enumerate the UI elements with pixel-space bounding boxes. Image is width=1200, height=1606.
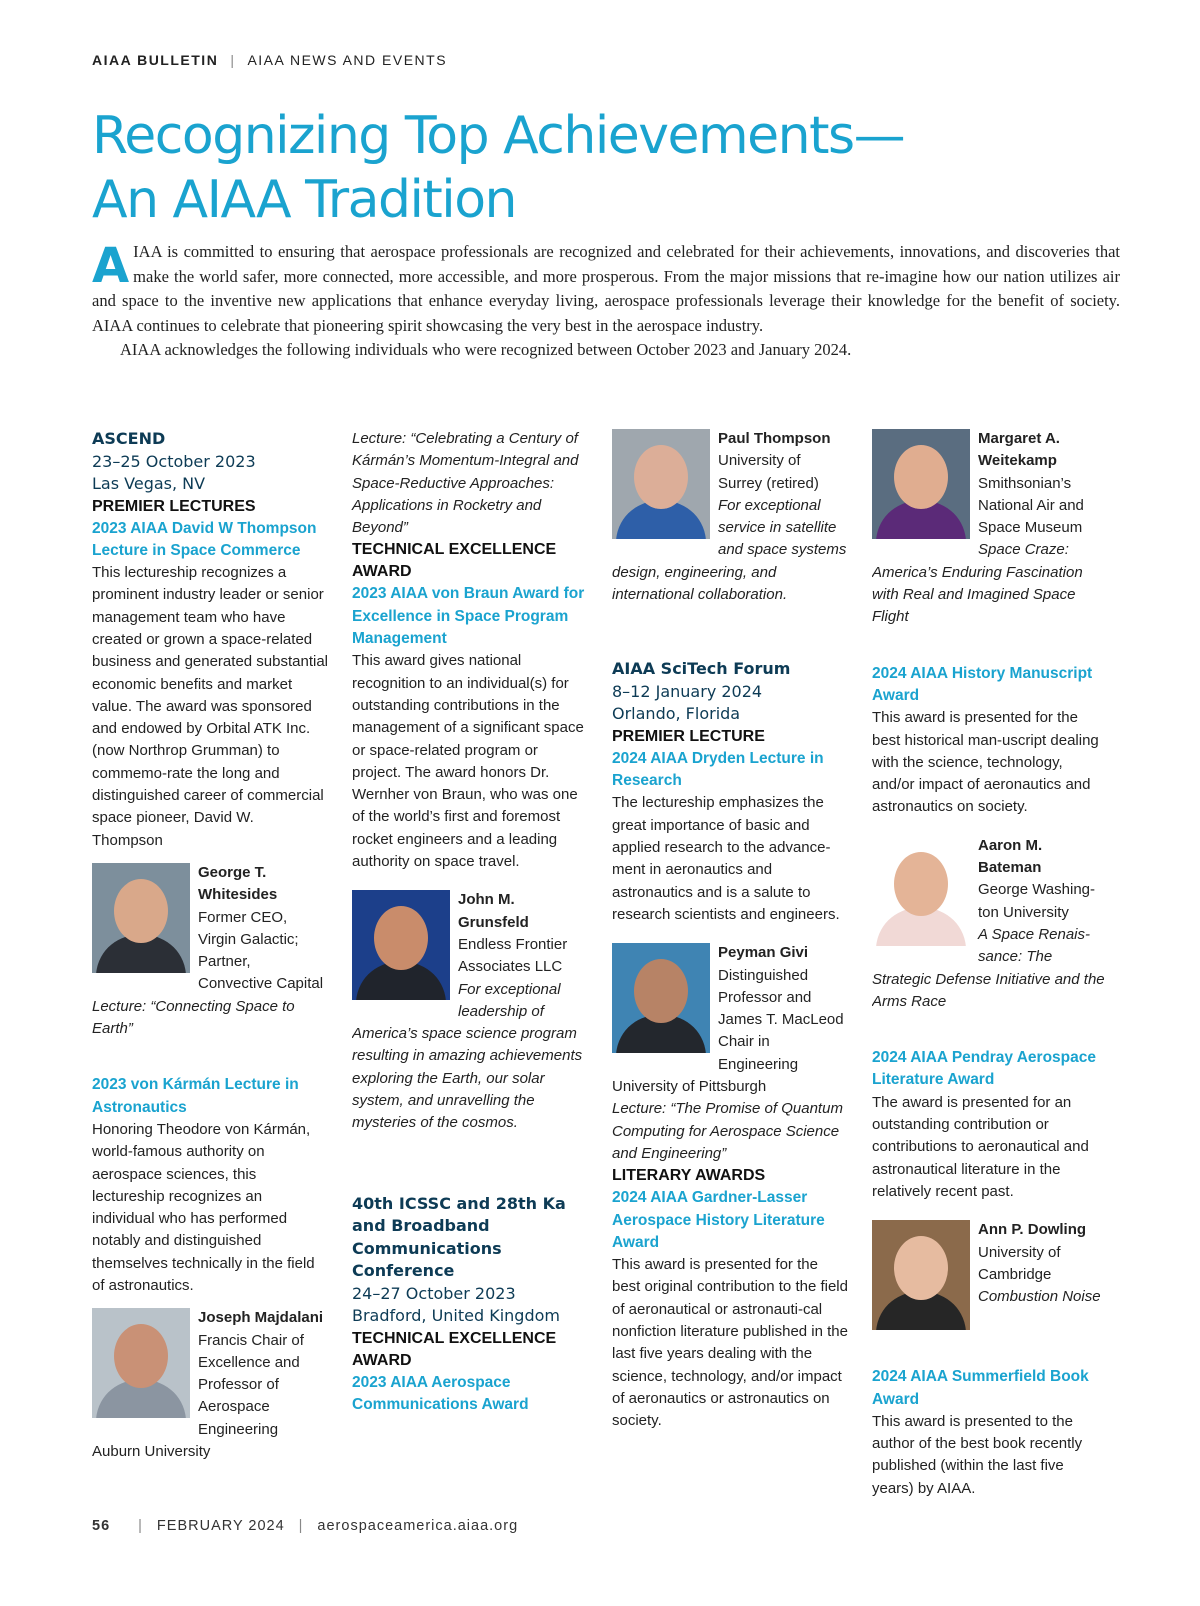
person-name: Ann P. Dowling <box>978 1221 1087 1239</box>
section-heading: TECHNICAL EXCELLENCE AWARD <box>352 541 557 581</box>
intro <box>92 240 1120 363</box>
person-affiliation: Francis Chair of Excellence and Professor of Aerospace Engineering Auburn University <box>92 1331 304 1461</box>
portrait-photo <box>352 890 450 1000</box>
person-grunsfeld <box>352 889 588 1134</box>
event-place: Las Vegas, NV <box>92 474 206 493</box>
person-citation: For exceptional service in satellite and space systems design, engineering, and international collaboration. <box>612 496 847 604</box>
person-dowling <box>872 1219 1108 1332</box>
portrait-photo <box>872 836 970 946</box>
event-name: AIAA SciTech Forum <box>612 659 791 679</box>
event-ascend <box>92 428 328 496</box>
event-dates: 8–12 January 2024 <box>612 681 763 701</box>
person-affiliation: University of Surrey (retired) <box>718 452 819 492</box>
award-title: 2023 von Kármán Lecture in Astronautics <box>92 1076 299 1116</box>
intro-paragraph-1: AIAA is committed to ensuring that aerospace professionals are recognized and celebrated for their achievements, innovations, and discoveries that make the world safer, more connected, more accessible, and more prosperous. From the major missions that re-imagine how our nation utilizes air and space to the inventive new applications that enhance everyday living, aerospace professionals leverage their knowledge for the benefit of society. AIAA continues to celebrate that pioneering spirit showcasing the very best in the aerospace industry. <box>92 238 1120 335</box>
intro-paragraph-2: AIAA acknowledges the following individuals who were recognized between October 2023 and January 2024. <box>120 340 852 359</box>
award-title: 2024 AIAA Dryden Lecture in Research <box>612 749 824 790</box>
award-description: The lectureship emphasizes the great importance of basic and applied research to the advance-ment in aeronautics and astronautics and is a salute to research scientists and engineers. <box>612 794 840 923</box>
running-header: AIAA BULLETIN | AIAA NEWS AND EVENTS <box>92 52 448 68</box>
section-heading: PREMIER LECTURE <box>612 727 765 745</box>
award-description: Honoring Theodore von Kármán, world-famous authority on aerospace sciences, this lectureship recognizes an individual who has performed notably and distinguished themselves technically in the field of astronautics. <box>92 1120 315 1294</box>
section-heading: PREMIER LECTURES <box>92 497 256 515</box>
person-work: A Space Renais-sance: The Strategic Defense Initiative and the Arms Race <box>872 925 1105 1010</box>
person-affiliation: Former CEO, Virgin Galactic; Partner, Convective Capital <box>198 908 324 993</box>
person-work: Combustion Noise <box>978 1288 1101 1306</box>
event-dates: 23–25 October 2023 <box>92 451 256 471</box>
award-description: This award is presented for the best historical man-uscript dealing with the science, technology, and/or impact of aeronautics and astronautics on society. <box>872 709 1099 816</box>
award-title: 2024 AIAA Summerfield Book Award <box>872 1368 1089 1408</box>
person-affiliation: Smithsonian’s National Air and Space Museum <box>978 474 1084 537</box>
section-heading: TECHNICAL EXCELLENCE AWARD <box>352 1329 557 1369</box>
portrait-photo <box>872 1220 970 1330</box>
column-1 <box>92 428 328 1463</box>
column-2 <box>352 428 588 1416</box>
column-4 <box>872 428 1108 1500</box>
person-lecture: Lecture: “The Promise of Quantum Computing for Aerospace Science and Engineering” <box>612 1100 843 1162</box>
portrait-photo <box>92 863 190 973</box>
person-name: George T. Whitesides <box>198 863 278 904</box>
person-whitesides <box>92 862 328 1040</box>
person-work: Space Craze: America’s Enduring Fascination with Real and Imagined Space Flight <box>872 541 1083 626</box>
event-icssc <box>352 1193 588 1328</box>
person-majdalani <box>92 1307 328 1463</box>
portrait-photo <box>872 429 970 539</box>
award-description: This award is presented to the author of the best book recently published (within the last five years) by AIAA. <box>872 1412 1083 1497</box>
issue-date: FEBRUARY 2024 <box>156 1518 285 1534</box>
award-title: 2024 AIAA History Manuscript Award <box>872 664 1093 704</box>
award-description: This award is presented for the best original contribution to the field of aeronautical or astronauti-cal nonfiction literature published in the last five years dealing with the science, technology, and/or impact of aeronautics or astronautics on society. <box>612 1256 848 1430</box>
title-line-2: An AIAA Tradition <box>92 170 517 230</box>
drop-cap: A <box>92 238 130 294</box>
site-url: aerospaceamerica.aiaa.org <box>317 1518 519 1534</box>
person-affiliation: Distinguished Professor and James T. MacLeod Chair in Engineering University of Pittsburgh <box>612 966 844 1096</box>
event-name: ASCEND <box>92 429 166 448</box>
event-name: 40th ICSSC and 28th Ka and Broadband Communications Conference <box>352 1193 566 1281</box>
portrait-photo <box>612 429 710 539</box>
award-title: 2024 AIAA Gardner-Lasser Aerospace History Literature Award <box>612 1189 825 1251</box>
award-description: This award gives national recognition to an individual(s) for outstanding contributions in the management of a significant space or space-related program or project. The award honors Dr. Wernher von Braun, who was one of the world’s first and foremost rocket engineers and a leading authority on space travel. <box>352 652 584 871</box>
person-weitekamp <box>872 428 1108 629</box>
title-line-1: Recognizing Top Achievements— <box>92 106 905 166</box>
person-affiliation: University of Cambridge <box>978 1243 1061 1283</box>
award-title: 2023 AIAA Aerospace Communications Award <box>352 1373 529 1413</box>
event-place: Bradford, United Kingdom <box>352 1306 560 1326</box>
person-thompson <box>612 428 848 606</box>
award-title: 2023 AIAA David W Thompson Lecture in Space Commerce <box>92 519 317 559</box>
person-citation: For exceptional leadership of America’s space science program resulting in amazing achievements exploring the Earth, our solar system, and unravelling the mysteries of the cosmos. <box>352 980 583 1132</box>
person-bateman <box>872 835 1108 1013</box>
event-scitech <box>612 658 848 726</box>
person-givi <box>612 942 848 1165</box>
event-dates: 24–27 October 2023 <box>352 1283 516 1303</box>
lecture-continued: Lecture: “Celebrating a Century of Kármán’s Momentum-Integral and Space-Reductive Approaches: Applications in Rocketry and Beyond” <box>352 430 579 537</box>
award-title: 2024 AIAA Pendray Aerospace Literature Award <box>872 1049 1096 1089</box>
award-description: This lectureship recognizes a prominent industry leader or senior management team who have created or grown a space-related business and generated substantial economic benefits and market value. The award was sponsored and endowed by Orbital ATK Inc. (now Northrop Grumman) to commemo-rate the long and distinguished career of commercial space pioneer, David W. Thompson <box>92 564 329 849</box>
portrait-photo <box>612 943 710 1053</box>
person-affiliation: Endless Frontier Associates LLC <box>458 935 568 976</box>
person-name: Aaron M. Bateman <box>978 836 1043 877</box>
person-name: Paul Thompson <box>718 430 831 447</box>
section-heading: LITERARY AWARDS <box>612 1167 766 1185</box>
header-section: AIAA BULLETIN <box>92 52 219 68</box>
page-title <box>92 104 1092 232</box>
person-lecture: Lecture: “Connecting Space to Earth” <box>92 997 295 1038</box>
person-affiliation: George Washing-ton University <box>978 881 1095 921</box>
person-name: John M. Grunsfeld <box>458 891 529 931</box>
person-name: Joseph Majdalani <box>198 1309 324 1327</box>
page-footer: 56 | FEBRUARY 2024 | aerospaceamerica.aiaa.org <box>92 1518 519 1534</box>
event-place: Orlando, Florida <box>612 704 741 724</box>
person-name: Margaret A. Weitekamp <box>978 430 1060 470</box>
person-name: Peyman Givi <box>718 944 809 962</box>
page-number: 56 <box>92 1518 111 1534</box>
portrait-photo <box>92 1308 190 1418</box>
header-subsection: AIAA NEWS AND EVENTS <box>247 52 448 68</box>
award-title: 2023 AIAA von Braun Award for Excellence in Space Program Management <box>352 585 585 648</box>
column-3 <box>612 428 848 1432</box>
award-description: The award is presented for an outstanding contribution or contributions to aeronautical and astronautical literature in the relatively recent past. <box>872 1093 1089 1200</box>
